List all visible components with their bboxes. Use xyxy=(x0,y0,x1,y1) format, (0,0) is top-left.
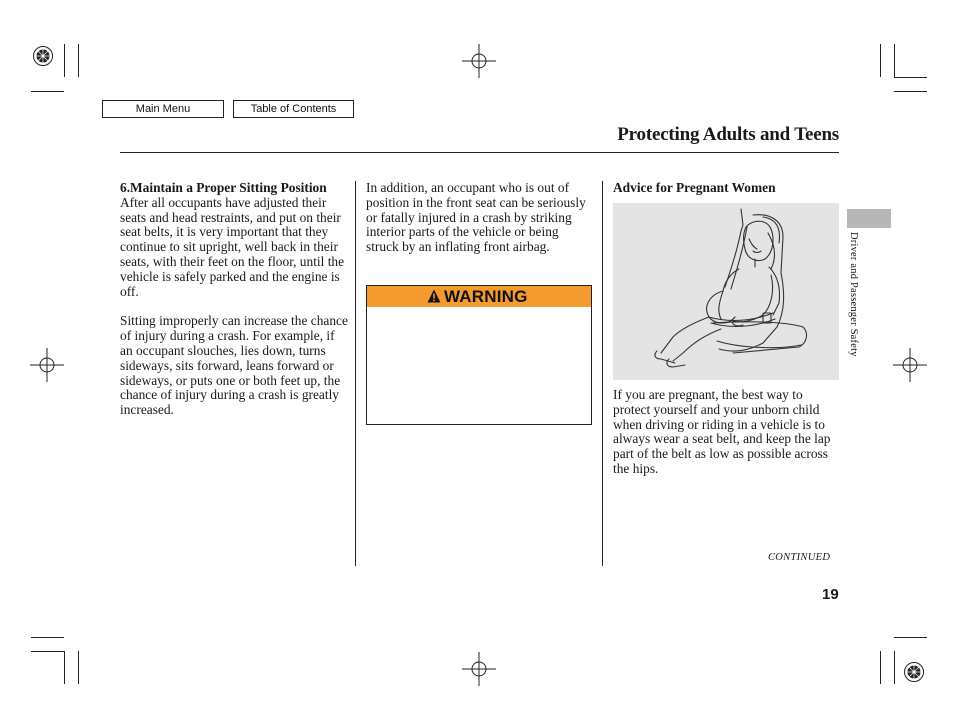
column-2 xyxy=(366,181,594,255)
paragraph: Sitting improperly can increase the chance of injury during a crash. For example, if an occupant slouches, lies down, turns sideways, sits forward, leans forward or sideways, or puts one or both feet up, the chance of injury during a crash is greatly increased. xyxy=(120,313,348,418)
warning-box xyxy=(366,285,592,425)
column-1 xyxy=(120,181,348,418)
section-side-tab xyxy=(847,209,891,228)
main-menu-button[interactable]: Main Menu xyxy=(102,100,224,118)
pregnant-woman-seatbelt-illustration xyxy=(613,203,839,380)
title-rule xyxy=(120,152,839,153)
crosshair-icon xyxy=(893,348,927,382)
column-3 xyxy=(613,388,841,477)
table-of-contents-button[interactable]: Table of Contents xyxy=(233,100,354,118)
warning-label: WARNING xyxy=(444,287,528,306)
crosshair-icon xyxy=(30,348,64,382)
paragraph: In addition, an occupant who is out of position in the front seat can be seriously or fatally injured in a crash by striking interior parts of the vehicle or being struck by an inflating front airbag. xyxy=(366,180,586,255)
section-heading: Advice for Pregnant Women xyxy=(613,180,776,195)
section-heading: 6.Maintain a Proper Sitting Position xyxy=(120,180,327,195)
warning-header xyxy=(367,286,591,307)
page-title: Protecting Adults and Teens xyxy=(617,124,839,145)
crosshair-icon xyxy=(462,652,496,686)
column-divider xyxy=(602,181,603,566)
continued-label: CONTINUED xyxy=(768,552,831,563)
column-3-heading xyxy=(613,181,843,196)
column-divider xyxy=(355,181,356,566)
side-tab-label: Driver and Passenger Safety xyxy=(848,232,859,357)
page-number: 19 xyxy=(822,586,839,603)
paragraph: After all occupants have adjusted their seats and head restraints, and put on their seat belts, it is very important that they continue to sit upright, well back in their seats, with their feet on the floor, until the vehicle is safely parked and the engine is off. xyxy=(120,194,345,299)
registration-mark-icon xyxy=(903,661,925,683)
paragraph: If you are pregnant, the best way to protect yourself and your unborn child when driving or riding in a vehicle is to always wear a seat belt, and keep the lap part of the belt as low as possible across the hips. xyxy=(613,387,831,476)
registration-mark-icon xyxy=(32,45,54,67)
crosshair-icon xyxy=(462,44,496,78)
warning-triangle-icon xyxy=(427,289,441,303)
